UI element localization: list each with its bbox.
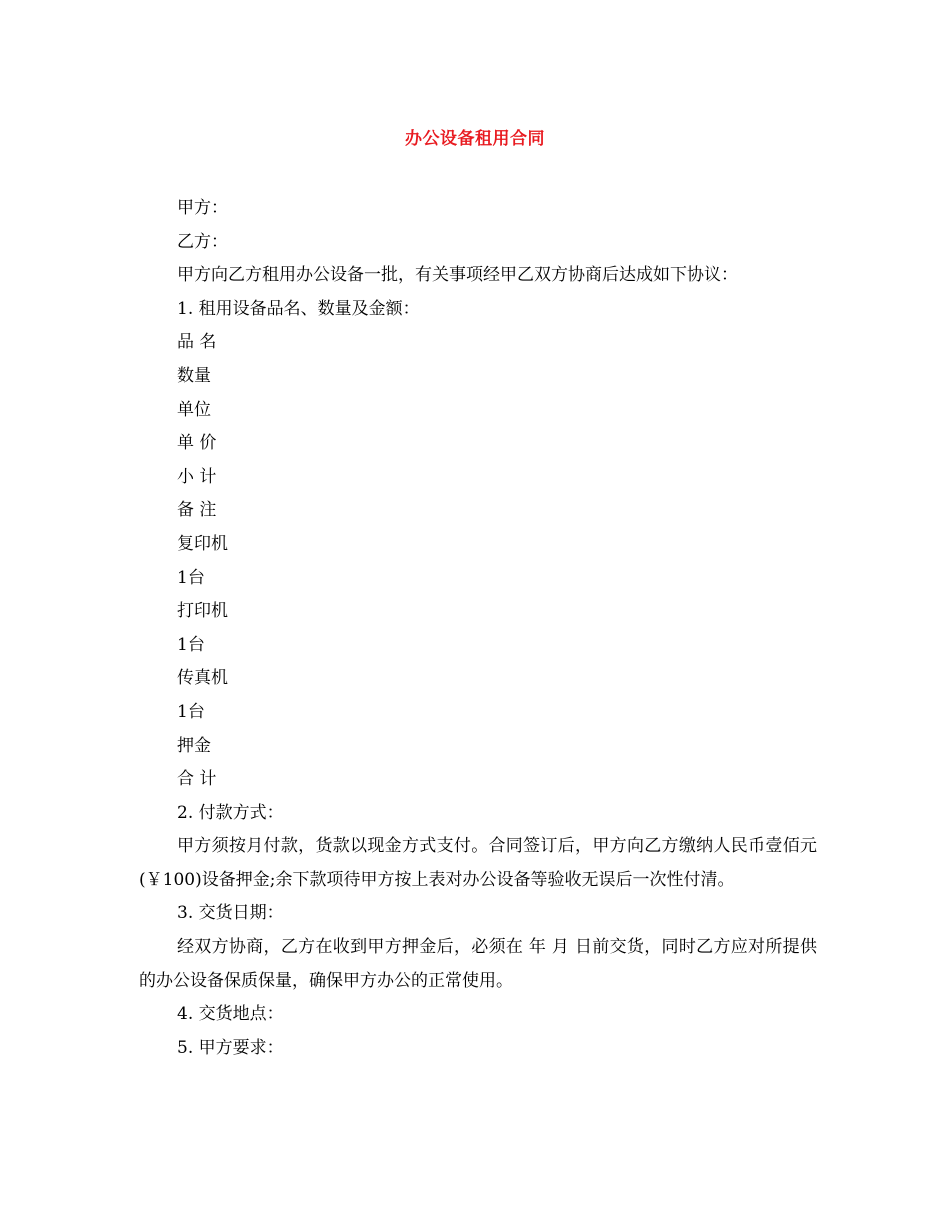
section-3-heading: 3. 交货日期： xyxy=(177,903,284,924)
section-5-heading: 5. 甲方要求： xyxy=(177,1037,284,1058)
column-note-label: 备 注 xyxy=(177,500,217,521)
item-fax-name: 传真机 xyxy=(177,668,228,689)
column-quantity-label: 数量 xyxy=(177,365,211,386)
section-4-heading: 4. 交货地点： xyxy=(177,1004,284,1025)
column-name-label: 品 名 xyxy=(177,332,217,353)
item-fax-quantity: 1台 xyxy=(177,701,205,722)
section-1-heading: 1. 租用设备品名、数量及金额： xyxy=(177,298,420,319)
item-copier-quantity: 1台 xyxy=(177,567,205,588)
section-2-heading: 2. 付款方式： xyxy=(177,802,284,823)
item-printer-name: 打印机 xyxy=(177,601,228,622)
document-title: 办公设备租用合同 xyxy=(405,129,545,149)
item-copier-name: 复印机 xyxy=(177,533,228,554)
document-body xyxy=(139,192,817,1065)
column-subtotal-label: 小 计 xyxy=(177,466,217,487)
column-price-label: 单 价 xyxy=(177,433,217,454)
party-b-line: 乙方： xyxy=(177,231,228,252)
section-2-body: 甲方须按月付款，货款以现金方式支付。合同签订后，甲方向乙方缴纳人民币壹佰元(￥100)设备押金;余下款项待甲方按上表对办公设备等验收无误后一次性付清。 xyxy=(139,836,817,890)
party-a-line: 甲方： xyxy=(177,198,228,218)
column-unit-label: 单位 xyxy=(177,399,211,420)
total-label: 合 计 xyxy=(177,769,217,790)
item-printer-quantity: 1台 xyxy=(177,634,205,655)
deposit-label: 押金 xyxy=(177,735,211,756)
intro-line: 甲方向乙方租用办公设备一批，有关事项经甲乙双方协商后达成如下协议： xyxy=(177,265,738,286)
section-3-body: 经双方协商，乙方在收到甲方押金后，必须在 年 月 日前交货，同时乙方应对所提供的办公设备保质保量，确保甲方办公的正常使用。 xyxy=(139,937,817,991)
